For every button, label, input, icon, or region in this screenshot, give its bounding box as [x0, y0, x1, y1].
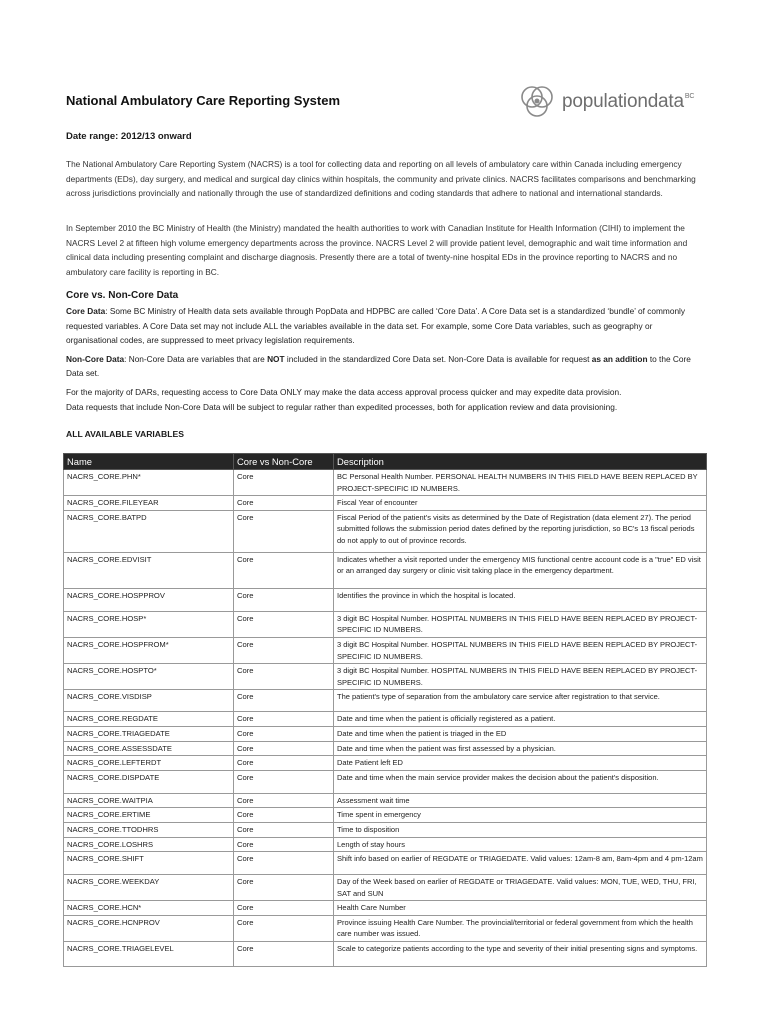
- core-status-cell: Core: [234, 611, 334, 637]
- table-row: [64, 712, 707, 727]
- core-status-cell: Core: [234, 552, 334, 588]
- core-data-definition: Core Data: Some BC Ministry of Health data sets available through PopData and HDPBC are called ‘Core Data’. A Core Data set is a standardized ‘bundle’ of commonly requested variables. A Core Data set may not include ALL the variables available in the data set. For example, some Core Data variables, such as geography or organisational codes, are suppressed to meet privacy legislation requirements.: [66, 306, 686, 346]
- variable-name-cell: NACRS_CORE.TRIAGELEVEL: [64, 942, 234, 967]
- table-row: [64, 808, 707, 823]
- description-cell: Time to disposition: [334, 822, 707, 837]
- table-row: [64, 875, 707, 901]
- core-section-heading: Core vs. Non-Core Data: [66, 290, 179, 301]
- description-cell: Fiscal Period of the patient's visits as determined by the Date of Registration (data element 27). The period submitted follows the submission period dates defined by the reporting jurisdiction, so BC's 13 fiscal periods do not apply to out of province records.: [334, 510, 707, 552]
- table-row: [64, 822, 707, 837]
- description-cell: Fiscal Year of encounter: [334, 496, 707, 511]
- variable-name-cell: NACRS_CORE.ERTIME: [64, 808, 234, 823]
- description-cell: Assessment wait time: [334, 793, 707, 808]
- table-body: [64, 470, 707, 967]
- column-header-core: Core vs Non-Core: [234, 454, 334, 470]
- variable-name-cell: NACRS_CORE.HCN*: [64, 901, 234, 916]
- description-cell: Date and time when the patient is officially registered as a patient.: [334, 712, 707, 727]
- core-status-cell: Core: [234, 496, 334, 511]
- table-row: [64, 496, 707, 511]
- variable-name-cell: NACRS_CORE.HCNPROV: [64, 915, 234, 941]
- table-row: [64, 690, 707, 712]
- description-cell: Indicates whether a visit reported under the emergency MIS functional centre account code is a "true" ED visit or an arranged day surgery or clinic visit taking place in the emergency department.: [334, 552, 707, 588]
- variable-name-cell: NACRS_CORE.LOSHRS: [64, 837, 234, 852]
- core-status-cell: Core: [234, 875, 334, 901]
- core-status-cell: Core: [234, 664, 334, 690]
- description-cell: Province issuing Health Care Number. The provincial/territorial or federal government from which the health care number was issued.: [334, 915, 707, 941]
- description-cell: Date and time when the main service provider makes the decision about the patient's disposition.: [334, 770, 707, 793]
- variable-name-cell: NACRS_CORE.BATPD: [64, 510, 234, 552]
- dars-note-1: For the majority of DARs, requesting access to Core Data ONLY may make the data access approval process quicker and may expedite data provision.: [66, 386, 622, 397]
- core-status-cell: Core: [234, 510, 334, 552]
- variable-name-cell: NACRS_CORE.LEFTERDT: [64, 756, 234, 771]
- core-status-cell: Core: [234, 741, 334, 756]
- description-cell: Day of the Week based on earlier of REGDATE or TRIAGEDATE. Valid values: MON, TUE, WED, THU, FRI, SAT and SUN: [334, 875, 707, 901]
- variable-name-cell: NACRS_CORE.HOSPFROM*: [64, 637, 234, 663]
- variable-name-cell: NACRS_CORE.REGDATE: [64, 712, 234, 727]
- column-header-name: Name: [64, 454, 234, 470]
- core-status-cell: Core: [234, 712, 334, 727]
- table-row: [64, 552, 707, 588]
- core-status-cell: Core: [234, 901, 334, 916]
- core-status-cell: Core: [234, 793, 334, 808]
- core-status-cell: Core: [234, 756, 334, 771]
- variable-name-cell: NACRS_CORE.WAITPIA: [64, 793, 234, 808]
- table-row: [64, 942, 707, 967]
- description-cell: Date and time when the patient was first assessed by a physician.: [334, 741, 707, 756]
- table-row: [64, 770, 707, 793]
- variable-name-cell: NACRS_CORE.HOSPTO*: [64, 664, 234, 690]
- table-row: [64, 611, 707, 637]
- intro-paragraph-1: The National Ambulatory Care Reporting System (NACRS) is a tool for collecting data and reporting on all levels of ambulatory care within Canada including emergency departments (EDs), day surgery, and medical and surgical day clinics within hospitals, the community and private clinics. NACRS facilitates comparisons and benchmarking across jurisdictions provincially and nationally through the use of standardized definitions and coding standards that adhere to national and international standards.: [66, 159, 696, 199]
- description-cell: 3 digit BC Hospital Number. HOSPITAL NUMBERS IN THIS FIELD HAVE BEEN REPLACED BY PROJECT-SPECIFIC ID NUMBERS.: [334, 664, 707, 690]
- circles-logo-icon: [518, 84, 558, 120]
- description-cell: Date Patient left ED: [334, 756, 707, 771]
- table-row: [64, 664, 707, 690]
- description-cell: BC Personal Health Number. PERSONAL HEALTH NUMBERS IN THIS FIELD HAVE BEEN REPLACED BY PROJECT-SPECIFIC ID NUMBERS.: [334, 470, 707, 496]
- core-status-cell: Core: [234, 770, 334, 793]
- variable-name-cell: NACRS_CORE.HOSPPROV: [64, 588, 234, 611]
- description-cell: 3 digit BC Hospital Number. HOSPITAL NUMBERS IN THIS FIELD HAVE BEEN REPLACED BY PROJECT-SPECIFIC ID NUMBERS.: [334, 637, 707, 663]
- table-row: [64, 741, 707, 756]
- core-status-cell: Core: [234, 726, 334, 741]
- table-row: [64, 901, 707, 916]
- description-cell: Health Care Number: [334, 901, 707, 916]
- description-cell: Shift info based on earlier of REGDATE or TRIAGEDATE. Valid values: 12am-8 am, 8am-4pm and 4 pm-12am: [334, 852, 707, 875]
- intro-paragraph-2: In September 2010 the BC Ministry of Health (the Ministry) mandated the health authorities to work with Canadian Institute for Health Information (CIHI) to implement the NACRS Level 2 at fifteen high volume emergency departments across the province. NACRS Level 2 will provide patient level, demographic and wait time information and clinical data including presenting complaint and discharge diagnosis. Presently there are a total of twenty-nine hospital EDs in the province reporting to NACRS and no ambulatory care facility is reporting in BC.: [66, 223, 688, 277]
- description-cell: Identifies the province in which the hospital is located.: [334, 588, 707, 611]
- variables-table: [63, 453, 707, 967]
- description-cell: Date and time when the patient is triaged in the ED: [334, 726, 707, 741]
- description-cell: Time spent in emergency: [334, 808, 707, 823]
- date-range: Date range: 2012/13 onward: [66, 131, 192, 142]
- core-status-cell: Core: [234, 852, 334, 875]
- variable-name-cell: NACRS_CORE.FILEYEAR: [64, 496, 234, 511]
- core-status-cell: Core: [234, 588, 334, 611]
- core-status-cell: Core: [234, 637, 334, 663]
- table-row: [64, 588, 707, 611]
- core-status-cell: Core: [234, 470, 334, 496]
- variable-name-cell: NACRS_CORE.SHIFT: [64, 852, 234, 875]
- logo-wordmark: populationdata$^{BC}$: [562, 91, 695, 112]
- description-cell: Scale to categorize patients according to the type and severity of their initial presenting signs and symptoms.: [334, 942, 707, 967]
- table-row: [64, 470, 707, 496]
- table-row: [64, 756, 707, 771]
- description-cell: Length of stay hours: [334, 837, 707, 852]
- all-variables-heading: ALL AVAILABLE VARIABLES: [66, 429, 184, 439]
- variable-name-cell: NACRS_CORE.WEEKDAY: [64, 875, 234, 901]
- populationdata-logo: [518, 84, 694, 120]
- core-status-cell: Core: [234, 822, 334, 837]
- core-status-cell: Core: [234, 808, 334, 823]
- table-row: [64, 510, 707, 552]
- table-row: [64, 837, 707, 852]
- table-row: [64, 726, 707, 741]
- noncore-data-definition: Non-Core Data: Non-Core Data are variables that are NOT included in the standardized Core Data set. Non-Core Data is available for request as an addition to the Core Data set.: [66, 353, 691, 379]
- core-definitions: [66, 304, 706, 414]
- variable-name-cell: NACRS_CORE.DISPDATE: [64, 770, 234, 793]
- description-cell: 3 digit BC Hospital Number. HOSPITAL NUMBERS IN THIS FIELD HAVE BEEN REPLACED BY PROJECT-SPECIFIC ID NUMBERS.: [334, 611, 707, 637]
- column-header-description: Description: [334, 454, 707, 470]
- description-cell: The patient's type of separation from the ambulatory care service after registration to that service.: [334, 690, 707, 712]
- table-row: [64, 637, 707, 663]
- variable-name-cell: NACRS_CORE.VISDISP: [64, 690, 234, 712]
- table-row: [64, 852, 707, 875]
- core-status-cell: Core: [234, 915, 334, 941]
- dars-note-2: Data requests that include Non-Core Data will be subject to regular rather than expedited processes, both for application review and data provisioning.: [66, 401, 618, 412]
- core-status-cell: Core: [234, 690, 334, 712]
- variable-name-cell: NACRS_CORE.ASSESSDATE: [64, 741, 234, 756]
- variable-name-cell: NACRS_CORE.HOSP*: [64, 611, 234, 637]
- table-row: [64, 915, 707, 941]
- table-header-row: [64, 454, 707, 470]
- variable-name-cell: NACRS_CORE.TTODHRS: [64, 822, 234, 837]
- core-status-cell: Core: [234, 942, 334, 967]
- table-row: [64, 793, 707, 808]
- variable-name-cell: NACRS_CORE.TRIAGEDATE: [64, 726, 234, 741]
- core-status-cell: Core: [234, 837, 334, 852]
- page-title: National Ambulatory Care Reporting System: [66, 93, 341, 108]
- variable-name-cell: NACRS_CORE.PHN*: [64, 470, 234, 496]
- variable-name-cell: NACRS_CORE.EDVISIT: [64, 552, 234, 588]
